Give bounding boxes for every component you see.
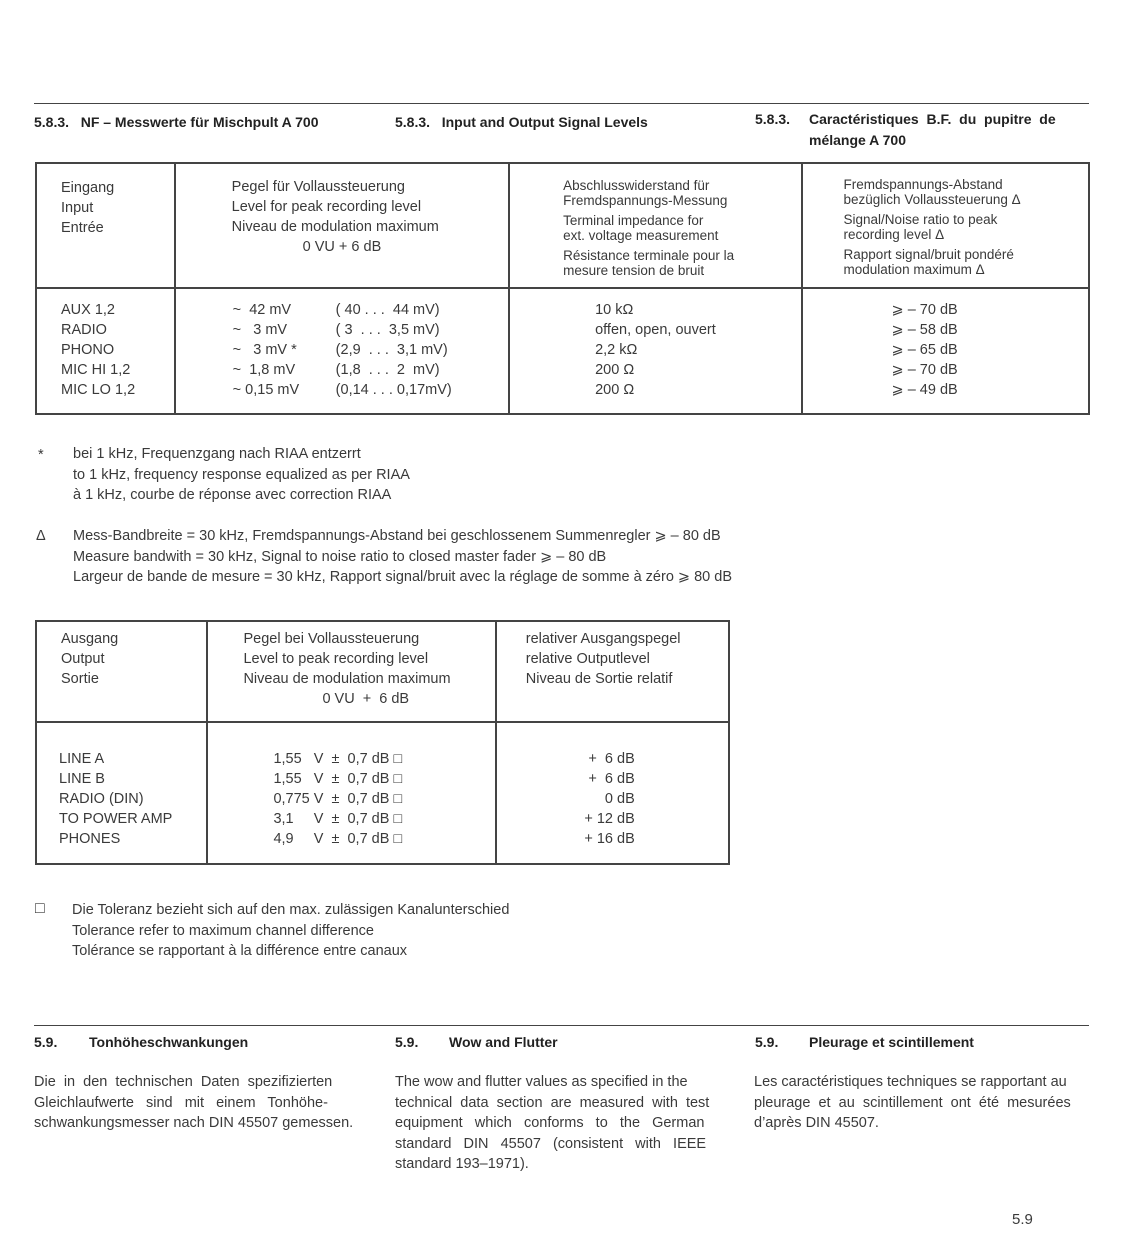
input-name: MIC LO 1,2 [61, 382, 136, 398]
paragraph-line: Les caractéristiques techniques se rapportant au [754, 1074, 1067, 1090]
section-number: 5.8.3. [395, 114, 431, 130]
section-title: Input and Output Signal Levels [441, 114, 648, 130]
note-line: Mess-Bandbreite = 30 kHz, Fremdspannungs-Abstand bei geschlossenem Summenregler ⩾ – 80 dB [73, 528, 721, 544]
section-number: 5.9. [395, 1034, 419, 1050]
relative-value: + 16 dB [584, 831, 635, 847]
table-body-row [36, 288, 1089, 414]
section-583-fr-heading [755, 111, 1089, 148]
header-input [36, 163, 175, 288]
section-number: 5.9. [755, 1034, 779, 1050]
paragraph-line: technical data section are measured with test [395, 1094, 710, 1111]
note-delta [73, 526, 732, 588]
top-rule [34, 103, 1089, 104]
note-star [73, 444, 410, 506]
page-number: 5.9 [1012, 1211, 1033, 1228]
output-name: LINE B [59, 771, 105, 787]
level-value: ~ 3 mV [232, 322, 288, 338]
section-59-de-text [34, 1072, 366, 1134]
header-line: Terminal impedance for [563, 213, 704, 228]
header-line: Input [61, 200, 94, 216]
paragraph-line: schwankungsmesser nach DIN 45507 gemessen. [34, 1115, 354, 1131]
section-title-line2: mélange A 700 [809, 132, 907, 148]
note-line: Measure bandwith = 30 kHz, Signal to noise ratio to closed master fader ⩾ – 80 dB [73, 548, 607, 565]
paragraph-line: The wow and flutter values as specified in the [395, 1074, 688, 1090]
snr-cell [802, 288, 1089, 414]
header-line: Fremdspannungs-Abstand [843, 177, 1003, 192]
section-59-de-heading [34, 1034, 249, 1050]
section-title: NF – Messwerte für Mischpult A 700 [80, 114, 319, 130]
impedance-value: 10 kΩ [595, 302, 634, 318]
note-square [72, 900, 509, 962]
header-impedance [509, 163, 801, 288]
level-range: ( 3 . . . 3,5 mV) [335, 322, 440, 338]
paragraph-line: Gleichlaufwerte sind mit einem Tonhöhe- [34, 1094, 328, 1111]
output-name: LINE A [59, 751, 105, 767]
header-line: ext. voltage measurement [563, 228, 719, 243]
snr-value: ⩾ – 58 dB [891, 322, 958, 338]
section-59-rule [34, 1025, 1089, 1026]
header-line: Sortie [61, 671, 99, 687]
note-line: Die Toleranz bezieht sich auf den max. zulässigen Kanalunterschied [72, 902, 510, 918]
section-number: 5.8.3. [755, 111, 791, 127]
impedance-value: 200 Ω [595, 362, 635, 378]
impedance-value: 2,2 kΩ [595, 342, 638, 358]
section-59-fr-heading [755, 1034, 974, 1050]
output-levels-cell [207, 722, 495, 864]
level-value: ~ 3 mV * [232, 342, 297, 358]
header-line: Fremdspannungs-Messung [563, 193, 728, 208]
header-snr [802, 163, 1089, 288]
snr-value: ⩾ – 65 dB [891, 342, 958, 358]
paragraph-line: standard 193–1971). [395, 1156, 529, 1172]
header-line: Rapport signal/bruit pondéré [843, 247, 1014, 262]
output-names-cell [36, 722, 207, 864]
section-59-en-text [395, 1072, 728, 1175]
snr-value: ⩾ – 49 dB [891, 382, 958, 398]
table-header-row [36, 163, 1089, 288]
note-square-marker: □ [35, 900, 45, 917]
input-name: RADIO [61, 322, 107, 338]
header-relative [496, 621, 729, 722]
level-range: (0,14 . . . 0,17mV) [335, 382, 452, 398]
input-name: AUX 1,2 [61, 302, 115, 318]
relative-value: + 12 dB [584, 811, 635, 827]
paragraph-line: pleurage et au scintillement ont été mesurées [754, 1094, 1071, 1111]
section-number: 5.8.3. [34, 114, 70, 130]
header-line: Abschlusswiderstand für [563, 178, 710, 193]
table-body-row [36, 722, 729, 864]
table-header-row [36, 621, 729, 722]
paragraph-line: d’après DIN 45507. [754, 1115, 879, 1131]
relative-value: + 6 dB [588, 771, 635, 787]
header-line: Pegel für Vollaussteuerung [231, 179, 405, 195]
paragraph-line: standard DIN 45507 (consistent with IEEE [395, 1135, 707, 1152]
snr-value: ⩾ – 70 dB [891, 302, 958, 318]
section-title: Wow and Flutter [449, 1034, 558, 1050]
header-line: Entrée [61, 220, 104, 236]
section-number: 5.9. [34, 1034, 58, 1050]
snr-value: ⩾ – 70 dB [891, 362, 958, 378]
header-line: Niveau de modulation maximum [243, 671, 451, 687]
header-output [36, 621, 207, 722]
relative-level-cell [496, 722, 729, 864]
input-level-table [35, 162, 1090, 415]
section-583-de-heading [34, 114, 319, 130]
level-value: ~ 42 mV [232, 302, 292, 318]
impedance-value: offen, open, ouvert [595, 322, 716, 338]
note-line: Tolérance se rapportant à la différence entre canaux [72, 943, 408, 959]
input-levels-cell [175, 288, 509, 414]
header-line: 0 VU + 6 dB [302, 239, 382, 255]
output-name: RADIO (DIN) [59, 791, 144, 807]
section-title: Tonhöheschwankungen [89, 1034, 249, 1050]
impedance-value: 200 Ω [595, 382, 635, 398]
note-star-marker: * [38, 447, 44, 463]
header-line: Niveau de modulation maximum [231, 219, 439, 235]
impedance-cell [509, 288, 801, 414]
output-level-value: 0,775 V ± 0,7 dB □ [273, 791, 403, 807]
relative-value: + 6 dB [588, 751, 635, 767]
note-line: à 1 kHz, courbe de réponse avec correction RIAA [73, 487, 392, 503]
header-level [175, 163, 509, 288]
level-range: (1,8 . . . 2 mV) [335, 362, 440, 378]
section-59-fr-text [754, 1072, 1089, 1134]
output-level-value: 4,9 V ± 0,7 dB □ [273, 831, 403, 847]
header-line: 0 VU + 6 dB [322, 691, 410, 707]
note-line: bei 1 kHz, Frequenzgang nach RIAA entzerrt [73, 446, 361, 462]
output-level-value: 1,55 V ± 0,7 dB □ [273, 751, 403, 767]
header-level [207, 621, 495, 722]
output-level-value: 1,55 V ± 0,7 dB □ [273, 771, 403, 787]
note-delta-marker: Δ [36, 528, 46, 544]
note-line: Tolerance refer to maximum channel difference [72, 922, 374, 939]
relative-value: 0 dB [604, 791, 635, 807]
header-line: bezüglich Vollaussteuerung Δ [843, 192, 1021, 207]
paragraph-line: Die in den technischen Daten spezifizierten [34, 1074, 333, 1090]
header-line: Level to peak recording level [243, 651, 429, 667]
note-line: to 1 kHz, frequency response equalized as per RIAA [73, 466, 410, 483]
header-line: Output [61, 651, 105, 667]
header-line: mesure tension de bruit [563, 263, 705, 278]
output-level-table [35, 620, 730, 865]
level-value: ~ 0,15 mV [232, 382, 300, 398]
paragraph-line: equipment which conforms to the German [395, 1115, 705, 1131]
header-line: Résistance terminale pour la [563, 248, 735, 263]
output-name: PHONES [59, 831, 121, 847]
output-name: TO POWER AMP [59, 811, 173, 827]
level-value: ~ 1,8 mV [232, 362, 296, 378]
header-line: recording level Δ [843, 227, 945, 242]
input-name: MIC HI 1,2 [61, 362, 131, 378]
header-line: Eingang [61, 180, 115, 196]
header-line: Signal/Noise ratio to peak [843, 212, 998, 227]
section-title-line1: Caractéristiques B.F. du pupitre de [809, 111, 1056, 127]
level-range: ( 40 . . . 44 mV) [335, 302, 440, 318]
output-level-value: 3,1 V ± 0,7 dB □ [273, 811, 403, 827]
header-line: relativer Ausgangspegel [525, 631, 681, 647]
level-range: (2,9 . . . 3,1 mV) [335, 342, 448, 358]
header-line: Level for peak recording level [231, 199, 422, 215]
section-583-en-heading [395, 114, 648, 130]
header-line: relative Outputlevel [525, 651, 650, 667]
input-names-cell [36, 288, 175, 414]
header-line: Niveau de Sortie relatif [525, 671, 673, 687]
header-line: Ausgang [61, 631, 119, 647]
note-line: Largeur de bande de mesure = 30 kHz, Rapport signal/bruit avec la réglage de somme à zéro ⩾ 80 dB [73, 569, 732, 585]
section-title: Pleurage et scintillement [809, 1034, 974, 1050]
input-name: PHONO [61, 342, 115, 358]
header-line: Pegel bei Vollaussteuerung [243, 631, 420, 647]
header-line: modulation maximum Δ [843, 262, 985, 277]
section-59-en-heading [395, 1034, 558, 1050]
